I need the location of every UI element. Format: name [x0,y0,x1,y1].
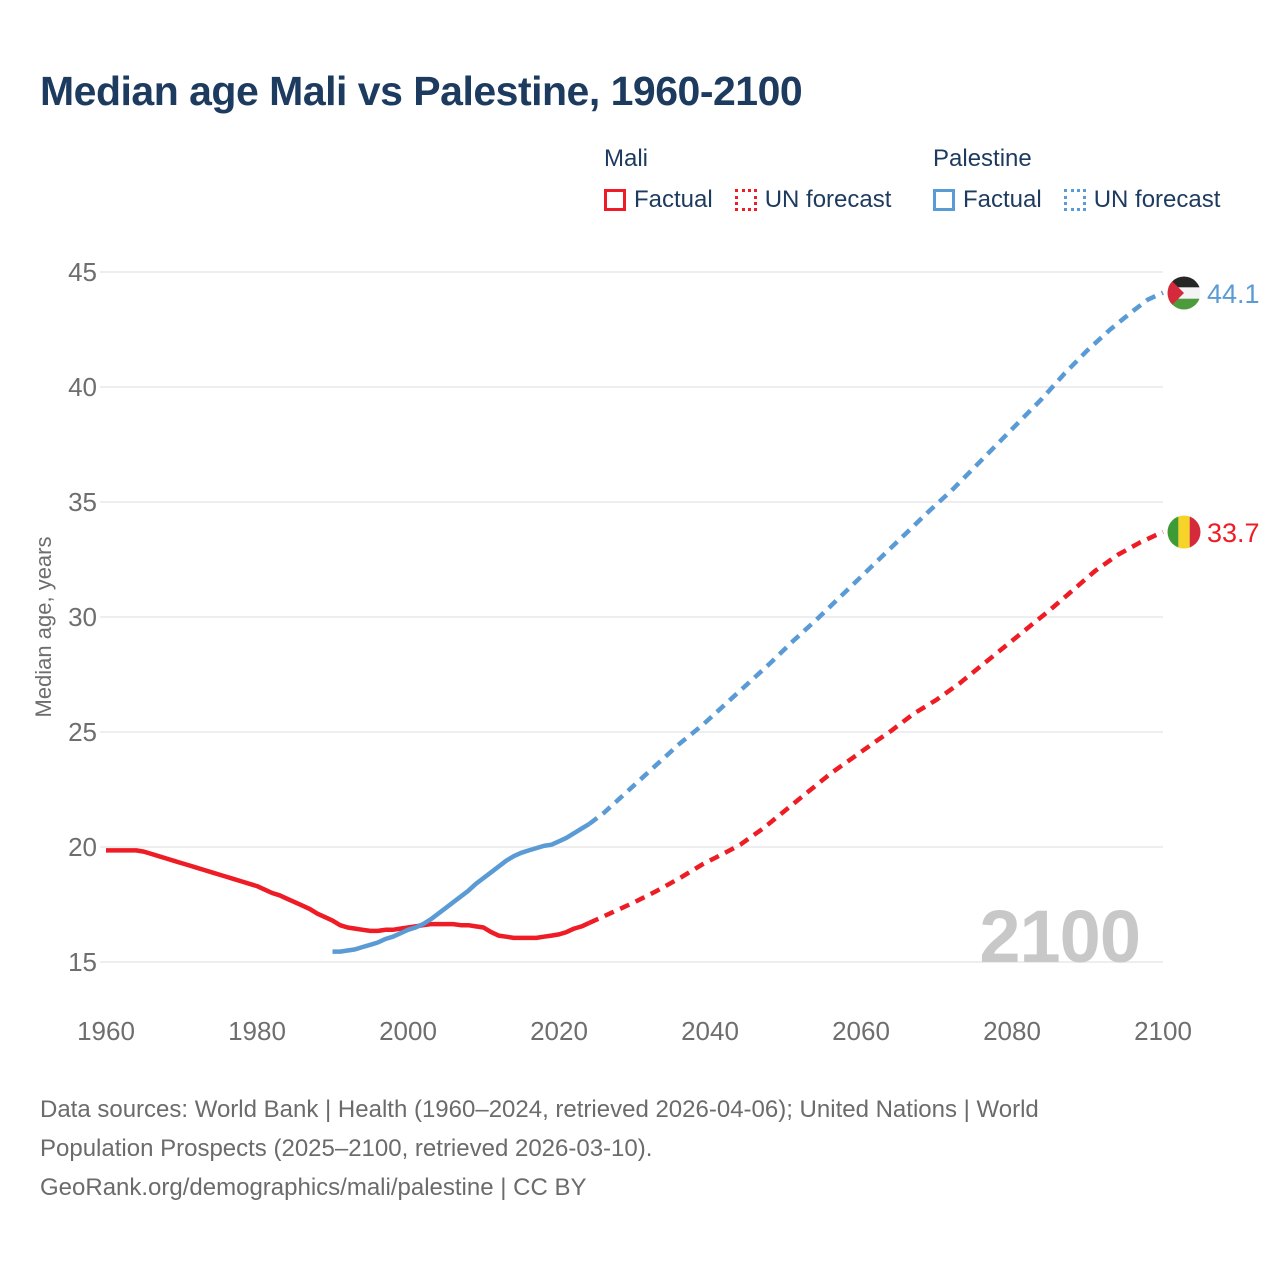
series-line-mali-un-forecast [589,532,1163,923]
y-tick-label: 40 [68,372,97,402]
legend-item-label: Factual [634,186,713,213]
legend-header-mali: Mali [604,145,649,172]
y-tick-label: 20 [68,832,97,862]
legend-item-label: UN forecast [1093,186,1221,213]
y-tick-label: 35 [68,487,97,517]
palestine-flag-icon [1167,276,1201,310]
legend-header-palestine: Palestine [933,145,1032,172]
page-title: Median age Mali vs Palestine, 1960-2100 [40,68,803,114]
series-line-palestine-un-forecast [589,293,1163,824]
x-tick-label: 2060 [832,1016,890,1046]
x-tick-label: 2080 [983,1016,1041,1046]
y-tick-label: 15 [68,947,97,977]
y-tick-label: 30 [68,602,97,632]
x-tick-label: 2040 [681,1016,739,1046]
y-tick-label: 25 [68,717,97,747]
x-tick-label: 1960 [77,1016,135,1046]
y-axis-title: Median age, years [31,536,56,718]
legend-item-label: UN forecast [764,186,892,213]
x-tick-label: 2000 [379,1016,437,1046]
data-sources-line-2: Population Prospects (2025–2100, retrieved 2026-03-10). [40,1135,653,1162]
x-tick-label: 1980 [228,1016,286,1046]
watermark-year: 2100 [979,895,1140,978]
x-tick-label: 2100 [1134,1016,1192,1046]
legend-item-label: Factual [963,186,1042,213]
attribution-link-line[interactable]: GeoRank.org/demographics/mali/palestine | CC BY [40,1174,587,1201]
y-tick-label: 45 [68,257,97,287]
series-line-mali-factual [106,850,589,938]
mali-end-value: 33.7 [1207,518,1260,548]
mali-flag-icon [1167,515,1201,549]
x-tick-label: 2020 [530,1016,588,1046]
palestine-end-value: 44.1 [1207,279,1260,309]
attribution-footer [40,1090,1240,1207]
data-sources-line-1: Data sources: World Bank | Health (1960–2024, retrieved 2026-04-06); United Nations | World [40,1096,1039,1123]
